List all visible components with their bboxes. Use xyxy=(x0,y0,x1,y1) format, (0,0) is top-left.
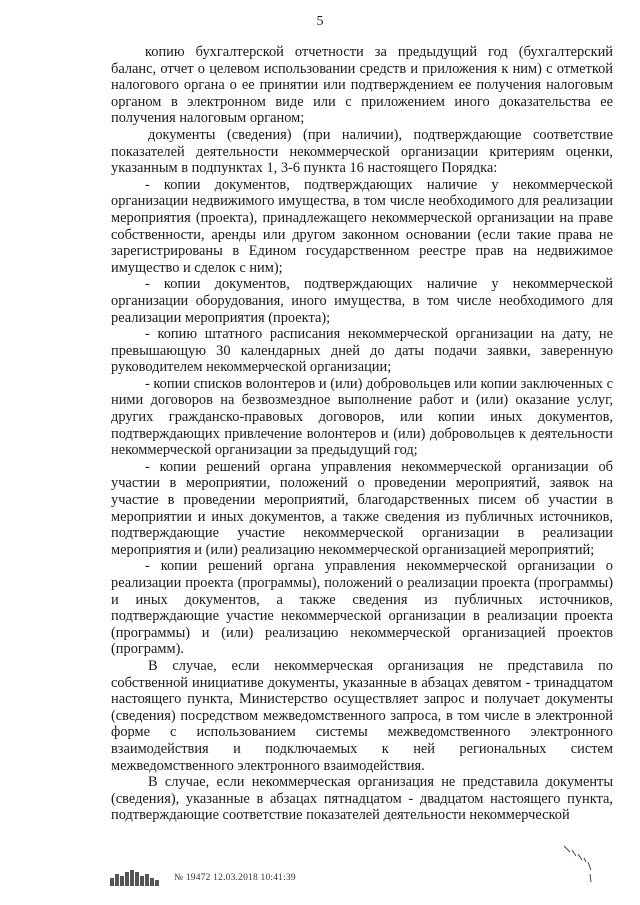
paragraph: В случае, если некоммерческая организация не представила по собственной инициативе документы, указанные в абзацах девятом - тринадцатом настоящего пункта, Министерство осуществляет запрос и получает документы (сведения) посредством межведомственного запроса, в том числе в электронной форме с использованием системы межведомственного электронного взаимодействия и подключаемых к ней региональных систем межведомственного электронного взаимодействия. xyxy=(111,657,613,774)
page-footer xyxy=(110,870,296,886)
paragraph: копию бухгалтерской отчетности за предыдущий год (бухгалтерский баланс, отчет о целевом использовании средств и приложения к ним) с отметкой налогового органа о ее принятии или подтверждением ее получения налоговым органом в электронном виде или с приложением иного доказательства ее получения налоговым органом; xyxy=(111,44,613,127)
paragraph: В случае, если некоммерческая организация не представила документы (сведения), указанные в абзацах пятнадцатом - двадцатом настоящего пункта, подтверждающие соответствие показателей деятельности некоммерческой xyxy=(111,774,613,824)
list-item: - копии документов, подтверждающих наличие у некоммерческой организации оборудования, иного имущества, в том числе необходимого для реализации мероприятия (проекта); xyxy=(111,276,613,326)
paragraph: документы (сведения) (при наличии), подтверждающие соответствие показателей деятельности некоммерческой организации критериям оценки, указанным в подпунктах 1, 3-6 пункта 16 настоящего Порядка: xyxy=(111,126,613,177)
list-item: - копии документов, подтверждающих наличие у некоммерческой организации недвижимого имущества, в том числе необходимого для реализации мероприятия (проекта), принадлежащего некоммерческой организации на праве собственности, аренды или другом законном основании (если такие права не зарегистрированы в Едином государственном реестре прав на недвижимое имущество и сделок с ним); xyxy=(111,176,613,276)
document-body xyxy=(111,44,613,824)
list-item: - копии решений органа управления некоммерческой организации об участии в мероприятии, положений о проведении мероприятий, заявок на участие в проведении мероприятий, благодарственных писем об участии в мероприятии и иных документов, а также сведения из публичных источников, подтверждающие участие некоммерческой организации в реализации мероприятия и (или) реализацию некоммерческой организацией мероприятий; xyxy=(111,458,613,558)
document-stamp: № 19472 12.03.2018 10:41:39 xyxy=(174,873,296,883)
signature-mark-icon xyxy=(558,840,598,890)
page-number: 5 xyxy=(316,14,324,29)
list-item: - копии списков волонтеров и (или) добровольцев или копии заключенных с ними договоров на безвозмездное выполнение работ и (или) оказание услуг, других гражданско-правовых договоров, или копии иных документов, подтверждающих привлечение волонтеров и (или) добровольцев к деятельности некоммерческой организации за предыдущий год; xyxy=(111,375,613,459)
building-logo-icon xyxy=(110,870,164,886)
list-item: - копии решений органа управления некоммерческой организации о реализации проекта (программы), положений о реализации проекта (программы) и иных документов, а также сведения из публичных источников, подтверждающие участие некоммерческой организации в реализации проекта (программы) и (или) реализацию некоммерческой организацией проектов (программ). xyxy=(111,558,613,658)
list-item: - копию штатного расписания некоммерческой организации на дату, не превышающую 30 календарных дней до даты подачи заявки, заверенную руководителем некоммерческой организации; xyxy=(111,326,613,376)
